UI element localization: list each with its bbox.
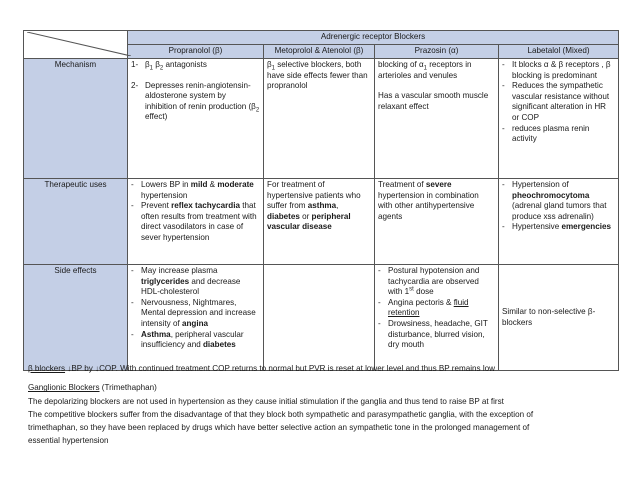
list-item: - Hypertensive emergencies [502, 222, 611, 232]
col-header-labetalol: Labetalol (Mixed) [499, 45, 619, 59]
cell-side-effects-metoprolol [264, 265, 375, 371]
cell-mechanism-labetalol [499, 59, 619, 179]
note-line: The competitive blockers suffer from the disadvantage of that they block both sympathetic and parasympathetic ganglia, with the exception of [28, 409, 534, 419]
cell-mechanism-prazosin: blocking of $\alpha_1$ receptors in arterioles and venules Has a vascular smooth muscle relaxant effect [375, 59, 499, 179]
row-label-mechanism: Mechanism [24, 59, 128, 179]
row-label-therapeutic: Therapeutic uses [24, 179, 128, 265]
cell-therapeutic-labetalol [499, 179, 619, 265]
list-item: - reduces plasma renin activity [502, 123, 590, 144]
cell-side-effects-propranolol [128, 265, 264, 371]
super-header: Adrenergic receptor Blockers [128, 31, 619, 45]
notes-section [28, 362, 628, 448]
note-ganglionic-heading: Ganglionic Blockers (Trimethaphan) [28, 383, 157, 393]
list-item: - Postural hypotension and tachycardia are observed with 1st dose [378, 266, 480, 297]
list-item: - Lowers BP in mild & moderate hypertension [131, 180, 254, 200]
list-item: - Drowsiness, headache, GIT disturbance, blurred vision, dry mouth [378, 318, 488, 350]
list-item: - May increase plasma triglycerides and decrease HDL-cholesterol [131, 266, 241, 297]
list-item: - Asthma, peripheral vascular insufficiency and diabetes [131, 329, 244, 350]
note-line: The depolarizing blockers are not used in hypertension as they cause initial stimulation if the ganglia and thus tend to raise BP at first [28, 396, 504, 406]
list-item: - It blocks α & β receptors , β blocking is predominant [502, 60, 611, 80]
cell-mechanism-metoprolol: $\beta_1$ selective blockers, both have side effects fewer than propranolol [264, 59, 375, 179]
adrenergic-blockers-table [23, 30, 619, 371]
col-header-metoprolol: Metoprolol & Atenolol (β) [264, 45, 375, 59]
col-header-propranolol: Propranolol (β) [128, 45, 264, 59]
cell-therapeutic-propranolol [128, 179, 264, 265]
cell-mechanism-propranolol: 1- $\beta_1$ $\beta_2$ antagonists 2- Depresses renin-angiotensin-aldosterone system by inhibition of renin production ($\beta_2$ effect) [128, 59, 264, 179]
note-line: trimethaphan, so they have been replaced by drugs which have better selective action an sympathetic tone in the prolonged management of [28, 423, 530, 433]
corner-cell [24, 31, 128, 59]
diagonal-line [27, 32, 131, 56]
list-item: - Nervousness, Nightmares, Mental depression and increase intensity of angina [131, 297, 256, 328]
cell-therapeutic-prazosin: Treatment of severe hypertension in combination with other antihypertensive agents [375, 179, 499, 265]
note-line: essential hypertension [28, 436, 109, 446]
list-item: - Hypertension of pheochromocytoma (adrenal gland tumors that produce xss adrenalin) [502, 180, 607, 221]
list-item: - Reduces the sympathetic vascular resistance without significant alteration in HR or COP [502, 81, 610, 122]
row-label-side-effects: Side effects [24, 265, 128, 371]
list-item: - Angina pectoris & fluid retention [378, 297, 469, 318]
cell-side-effects-prazosin [375, 265, 499, 371]
note-beta-blockers: β blockers ↓BP by ↓COP. With continued treatment COP returns to normal but PVR is reset at lower level and thus BP remains low [28, 364, 495, 373]
col-header-prazosin: Prazosin (α) [375, 45, 499, 59]
list-item: - Prevent reflex tachycardia that often results from treatment with direct vasodilators in case of sever hypertension [131, 201, 257, 242]
cell-side-effects-labetalol: Similar to non-selective β-blockers [499, 265, 619, 371]
cell-therapeutic-metoprolol: For treatment of hypertensive patients who suffer from asthma, diabetes or peripheral vascular disease [264, 179, 375, 265]
